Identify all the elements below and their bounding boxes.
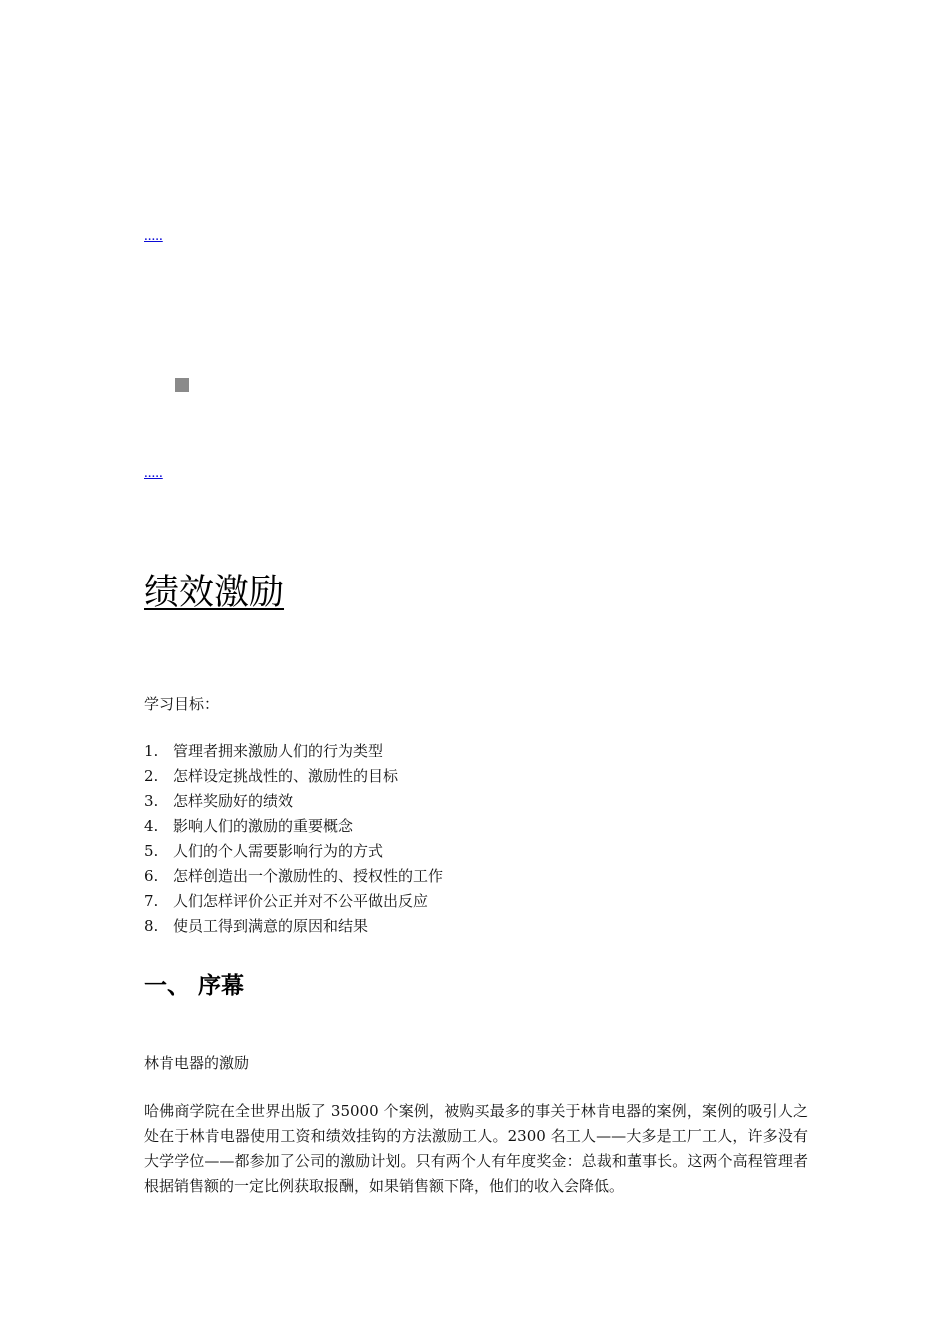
section-heading: 一、 序幕	[144, 973, 245, 999]
list-item-text: 怎样奖励好的绩效	[173, 792, 294, 810]
objectives-list	[144, 740, 443, 940]
list-item-number: 8.	[144, 917, 159, 935]
list-item	[144, 765, 443, 790]
list-item-text: 影响人们的激励的重要概念	[173, 817, 354, 835]
list-item-number: 7.	[144, 892, 159, 910]
list-item-text: 人们怎样评价公正并对不公平做出反应	[173, 892, 429, 910]
image-placeholder-icon	[175, 378, 189, 392]
list-item-number: 3.	[144, 792, 159, 810]
header-link[interactable]: .....	[144, 228, 163, 244]
list-item	[144, 740, 443, 765]
list-item-text: 怎样设定挑战性的、激励性的目标	[173, 767, 399, 785]
list-item	[144, 815, 443, 840]
case-title: 林肯电器的激励	[144, 1054, 250, 1072]
list-item-text: 怎样创造出一个激励性的、授权性的工作	[173, 867, 444, 885]
body-paragraph: 哈佛商学院在全世界出版了 35000 个案例，被购买最多的事关于林肯电器的案例，案例的吸引人之处在于林肯电器使用工资和绩效挂钩的方法激励工人。2300 名工人——大多是工厂工人，许多没有大学学位——都参加了公司的激励计划。只有两个人有年度奖金：总裁和董事长。这两个高程管理者根据销售额的一定比例获取报酬，如果销售额下降，他们的收入会降低。	[144, 1102, 808, 1195]
list-item-number: 5.	[144, 842, 159, 860]
list-item	[144, 790, 443, 815]
list-item-number: 6.	[144, 867, 159, 885]
secondary-link[interactable]: .....	[144, 465, 163, 481]
list-item	[144, 890, 443, 915]
objectives-label: 学习目标：	[144, 695, 220, 713]
list-item-number: 2.	[144, 767, 159, 785]
list-item-number: 1.	[144, 742, 159, 760]
page-title: 绩效激励	[144, 573, 285, 613]
list-item	[144, 865, 443, 890]
list-item-text: 使员工得到满意的原因和结果	[173, 917, 369, 935]
list-item	[144, 840, 443, 865]
list-item-text: 人们的个人需要影响行为的方式	[173, 842, 384, 860]
list-item-number: 4.	[144, 817, 159, 835]
list-item	[144, 915, 443, 940]
list-item-text: 管理者拥来激励人们的行为类型	[173, 742, 384, 760]
